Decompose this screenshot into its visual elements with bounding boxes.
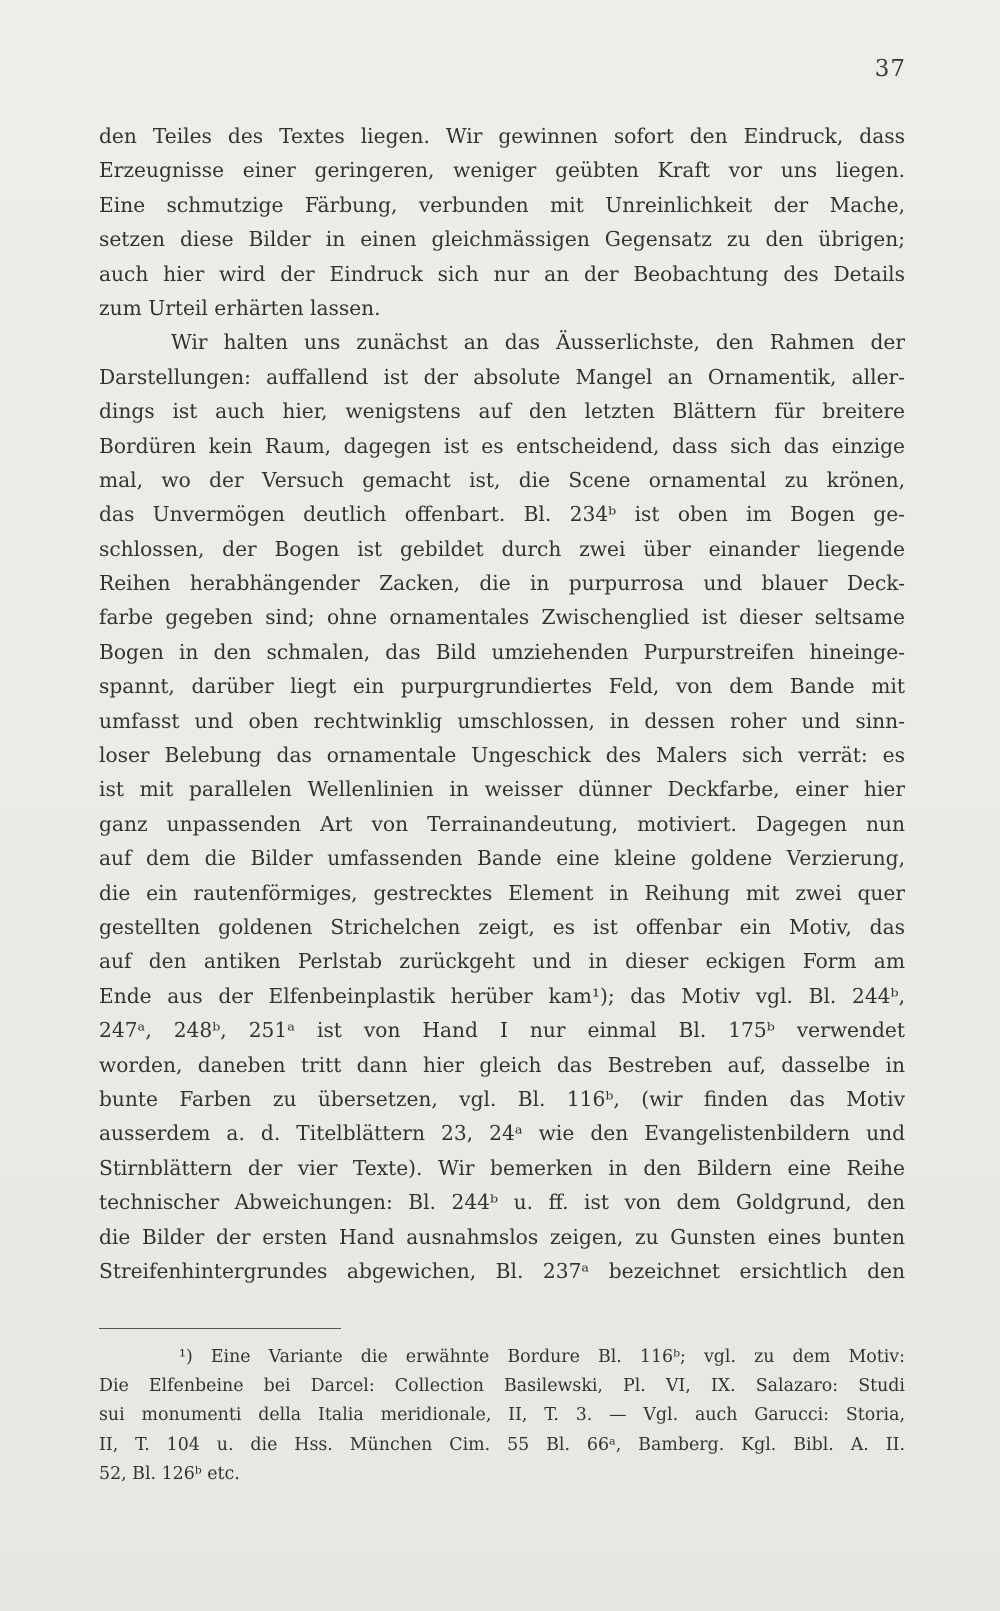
body-text (99, 119, 905, 1288)
text-line: schlossen, der Bogen ist gebildet durch zwei über einander liegende (99, 536, 905, 561)
text-line: umfasst und oben rechtwinklig umschlossen, in dessen roher und sinn- (99, 708, 905, 733)
text-line: die ein rautenförmiges, gestrecktes Element in Reihung mit zwei quer (99, 880, 905, 905)
text-line: technischer Abweichungen: Bl. 244ᵇ u. ff. ist von dem Goldgrund, den (99, 1190, 905, 1215)
footnotes (99, 1343, 905, 1489)
text-line: auch hier wird der Eindruck sich nur an der Beobachtung des Details (99, 261, 905, 286)
text-line: den Teiles des Textes liegen. Wir gewinnen sofort den Eindruck, dass (99, 124, 905, 148)
footnote-divider (99, 1328, 341, 1329)
text-line: Eine schmutzige Färbung, verbunden mit Unreinlichkeit der Mache, (99, 192, 905, 217)
text-line: Stirnblättern der vier Texte). Wir bemerken in den Bildern eine Reihe (99, 1155, 905, 1180)
text-line: Reihen herabhängender Zacken, die in purpurrosa und blauer Deck- (99, 571, 905, 596)
text-line: dings ist auch hier, wenigstens auf den letzten Blättern für breitere (99, 399, 905, 424)
footnote-line: sui monumenti della Italia meridionale, II, T. 3. — Vgl. auch Garucci: Storia, (99, 1405, 905, 1426)
page-number: 37 (874, 56, 906, 82)
text-line: farbe gegeben sind; ohne ornamentales Zwischenglied ist dieser seltsame (99, 605, 905, 630)
text-line: gestellten goldenen Strichelchen zeigt, es ist offenbar ein Motiv, das (99, 914, 905, 939)
text-line: loser Belebung das ornamentale Ungeschick des Malers sich verrät: es (99, 743, 905, 768)
text-line: Streifenhintergrundes abgewichen, Bl. 237ᵃ bezeichnet ersichtlich den (99, 1258, 905, 1283)
text-line: setzen diese Bilder in einen gleichmässigen Gegensatz zu den übrigen; (99, 227, 905, 252)
footnote-line: ¹) Eine Variante die erwähnte Bordure Bl. 116ᵇ; vgl. zu dem Motiv: (179, 1347, 905, 1367)
text-line: Ende aus der Elfenbeinplastik herüber kam¹); das Motiv vgl. Bl. 244ᵇ, (99, 983, 905, 1008)
text-line: Bogen in den schmalen, das Bild umziehenden Purpurstreifen hineinge- (99, 639, 905, 664)
text-line: das Unvermögen deutlich offenbart. Bl. 234ᵇ ist oben im Bogen ge- (99, 502, 905, 527)
text-line: bunte Farben zu übersetzen, vgl. Bl. 116ᵇ, (wir finden das Motiv (99, 1086, 905, 1111)
text-line: 247ᵃ, 248ᵇ, 251ᵃ ist von Hand I nur einmal Bl. 175ᵇ verwendet (99, 1018, 905, 1043)
text-line: auf dem die Bilder umfassenden Bande eine kleine goldene Verzierung, (99, 846, 905, 871)
footnote-line: II, T. 104 u. die Hss. München Cim. 55 Bl. 66ᵃ, Bamberg. Kgl. Bibl. A. II. (99, 1434, 905, 1455)
text-line: Erzeugnisse einer geringeren, weniger geübten Kraft vor uns liegen. (99, 158, 905, 183)
footnote-line: Die Elfenbeine bei Darcel: Collection Basilewski, Pl. VI, IX. Salazaro: Studi (99, 1376, 905, 1397)
text-line: ausserdem a. d. Titelblättern 23, 24ᵃ wie den Evangelistenbildern und (99, 1121, 905, 1146)
text-line: worden, daneben tritt dann hier gleich das Bestreben auf, dasselbe in (99, 1052, 905, 1077)
text-line: ist mit parallelen Wellenlinien in weisser dünner Deckfarbe, einer hier (99, 777, 905, 802)
text-line: spannt, darüber liegt ein purpurgrundiertes Feld, von dem Bande mit (99, 674, 905, 699)
footnote-line: 52, Bl. 126ᵇ etc. (99, 1463, 240, 1484)
text-line: die Bilder der ersten Hand ausnahmslos zeigen, zu Gunsten eines bunten (99, 1224, 905, 1249)
text-line: auf den antiken Perlstab zurückgeht und in dieser eckigen Form am (99, 949, 905, 974)
text-line: zum Urteil erhärten lassen. (99, 295, 381, 320)
text-line: ganz unpassenden Art von Terrainandeutung, motiviert. Dagegen nun (99, 811, 905, 836)
text-line: Bordüren kein Raum, dagegen ist es entscheidend, dass sich das einzige (99, 433, 905, 458)
text-line: Darstellungen: auffallend ist der absolute Mangel an Ornamentik, aller- (99, 364, 905, 389)
text-line: Wir halten uns zunächst an das Äusserlichste, den Rahmen der (171, 330, 905, 355)
text-line: mal, wo der Versuch gemacht ist, die Scene ornamental zu krönen, (99, 467, 905, 492)
